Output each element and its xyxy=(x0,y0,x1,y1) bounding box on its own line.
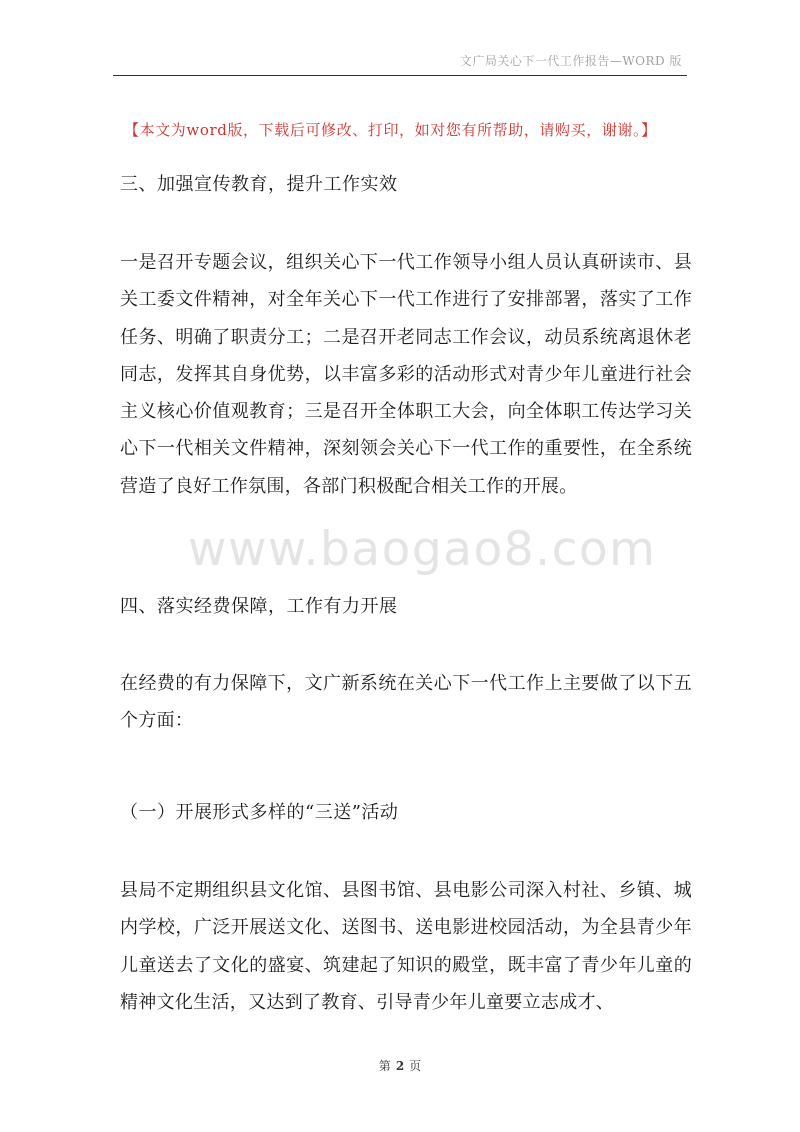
site-watermark: www.baogao8.com xyxy=(188,522,657,577)
purchase-notice: 【本文为word版，下载后可修改、打印，如对您有所帮助，请购买，谢谢。】 xyxy=(124,121,657,139)
paragraph-meetings: 一是召开专题会议，组织关心下一代工作领导小组人员认真研读市、县关工委文件精神，对全年关心下一代工作进行了安排部署，落实了工作任务、明确了职责分工；二是召开老同志工作会议，动员系统离退休老同志，发挥其自身优势，以丰富多彩的活动形式对青少年儿童进行社会主义核心价值观教育；三是召开全体职工大会，向全体职工传达学习关心下一代相关文件精神，深刻领会关心下一代工作的重要性，在全系统营造了良好工作氛围，各部门积极配合相关工作的开展。 xyxy=(120,252,692,497)
section-heading-3: 三、加强宣传教育，提升工作实效 xyxy=(120,174,398,195)
paragraph-three-deliveries: 县局不定期组织县文化馆、县图书馆、县电影公司深入村社、乡镇、城内学校，广泛开展送文化、送图书、送电影进校园活动，为全县青少年儿童送去了文化的盛宴、筑建起了知识的殿堂，既丰富了青少年儿童的精神文化生活，又达到了教育、引导青少年儿童要立志成才、 xyxy=(120,880,692,1013)
header-divider xyxy=(113,75,687,76)
subsection-heading-1: （一）开展形式多样的“三送”活动 xyxy=(120,802,399,823)
paragraph-funding: 在经费的有力保障下，文广新系统在关心下一代工作上主要做了以下五个方面： xyxy=(120,673,692,732)
page-footer xyxy=(0,1057,800,1074)
section-heading-4: 四、落实经费保障，工作有力开展 xyxy=(120,596,398,617)
footer-suffix: 页 xyxy=(409,1059,422,1073)
page-number: 2 xyxy=(395,1059,405,1073)
footer-prefix: 第 xyxy=(378,1059,391,1073)
header-title: 文广局关心下一代工作报告—WORD 版 xyxy=(459,54,682,68)
